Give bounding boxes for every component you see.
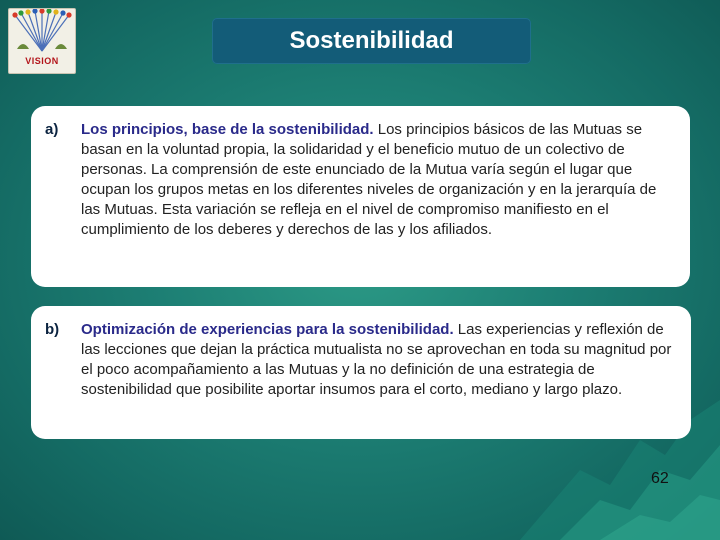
item-marker: b) <box>45 321 60 338</box>
item-lead: Los principios, base de la sostenibilidad. <box>81 121 374 138</box>
item-text <box>81 120 678 240</box>
logo <box>8 8 76 74</box>
item-body: Las experiencias y reflexión de las lecciones que dejan la práctica mutualista no se aprovechan en toda su magnitud por el poco acompañamiento a las Mutuas y la no definición de una estrategia de sostenibilidad que posibilite aportar insumos para el corto, mediano y largo plazo. <box>81 321 672 398</box>
item-lead: Optimización de experiencias para la sostenibilidad. <box>81 321 454 338</box>
content-card-b <box>31 306 691 439</box>
title-bar <box>212 18 531 64</box>
item-text <box>81 320 679 400</box>
item-body: Los principios básicos de las Mutuas se basan en la voluntad propia, la solidaridad y el beneficio mutuo de un colectivo de personas. La comprensión de este enunciado de la Mutua varía según el lugar que ocupan los grupos metas en los diferentes niveles de organización y en la jerarquía de las Mutuas. Esta variación se refleja en el nivel de compromiso manifiesto en el cumplimiento de los deberes y derechos de las y los afiliados. <box>81 121 657 238</box>
logo-text: VISION <box>25 56 59 66</box>
logo-fan-icon <box>9 9 75 55</box>
item-marker: a) <box>45 121 59 138</box>
page-title: Sostenibilidad <box>289 27 454 54</box>
content-card-a <box>31 106 690 287</box>
page-number: 62 <box>651 470 669 487</box>
